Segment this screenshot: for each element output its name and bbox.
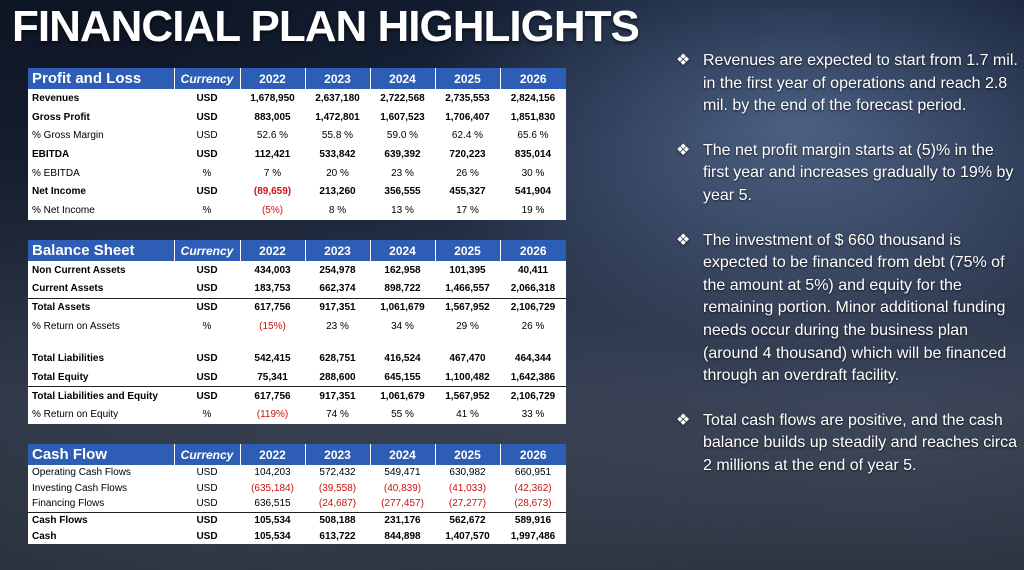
table-row [28,350,566,368]
row-label: % Return on Assets [32,320,120,332]
currency-cell: USD [196,264,218,276]
row-label: Investing Cash Flows [32,482,128,494]
value-cell: 630,982 [449,467,486,479]
value-cell: (119%) [256,409,289,421]
value-cell: 29 % [456,320,479,332]
currency-header: Currency [174,444,240,465]
row-label: % Gross Margin [32,130,104,142]
value-cell: 1,607,523 [380,111,425,123]
value-cell: 628,751 [319,353,356,365]
spacer-cell [28,336,566,350]
currency-cell: USD [174,512,240,528]
value-cell: (5%) [261,204,284,216]
diamond-bullet-icon: ❖ [676,141,691,159]
value-cell: 572,432 [319,467,356,479]
row-label: % Return on Equity [32,409,119,421]
cash-flow-table [28,444,566,544]
year-header: 2026 [500,444,566,465]
currency-header: Currency [174,240,240,261]
cash-flow-header [28,444,566,465]
table-row [28,512,566,528]
table-row [28,465,566,481]
currency-header: Currency [174,68,240,89]
value-cell: 254,978 [319,264,356,276]
row-label: Revenues [32,92,80,104]
value-cell: (40,839) [383,482,422,494]
currency-cell: USD [196,186,218,198]
value-cell: 1,472,801 [315,111,360,123]
table-row [28,201,566,220]
value-cell: (24,687) [318,498,357,510]
currency-cell: USD [174,298,240,317]
value-cell: 41 % [456,409,479,421]
value-cell: 33 % [521,409,545,421]
row-label: Total Liabilities [32,353,105,365]
value-cell: 639,392 [384,148,421,160]
value-cell: 17 % [456,204,479,216]
value-cell: 183,753 [254,283,291,295]
value-cell: 645,155 [384,371,421,383]
section-title: Balance Sheet [28,240,174,261]
value-cell: 59.0 % [386,130,419,142]
currency-cell: USD [196,530,218,542]
currency-cell: % [202,204,212,216]
diamond-bullet-icon: ❖ [676,231,691,249]
year-header: 2024 [370,240,435,261]
row-label: Cash Flows [28,512,174,528]
value-cell: 883,005 [254,111,291,123]
value-cell: 467,470 [449,353,486,365]
row-label: Financing Flows [32,498,105,510]
table-row [28,261,566,279]
value-cell: (27,277) [448,498,487,510]
currency-cell: USD [196,111,218,123]
year-header: 2026 [500,240,566,261]
balance-sheet-table [28,240,566,424]
table-row [28,368,566,387]
row-label: Non Current Assets [32,264,126,276]
value-cell: 23 % [326,320,349,332]
value-cell: 2,637,180 [315,92,360,104]
value-cell: 13 % [391,204,414,216]
value-cell: 105,534 [254,530,291,542]
currency-cell: USD [196,467,218,479]
value-cell: 720,223 [449,148,486,160]
highlight-text: Total cash flows are positive, and the cash balance builds up steadily and reaches circa 2 millions at the end of year 5. [703,411,1017,474]
value-cell: 617,756 [240,387,305,406]
value-cell: 917,351 [305,298,370,317]
table-row [28,126,566,145]
spacer-row [28,336,566,350]
row-label: % EBITDA [32,167,80,179]
value-cell: 1,851,830 [510,111,556,123]
currency-cell: USD [196,498,218,510]
value-cell: 541,904 [514,186,552,198]
table-row [28,317,566,335]
value-cell: (635,184) [251,482,294,494]
value-cell: 636,515 [254,498,291,510]
currency-cell: % [202,167,212,179]
value-cell: 562,672 [435,512,500,528]
value-cell: 1,678,950 [250,92,295,104]
value-cell: 20 % [326,167,349,179]
diamond-bullet-icon: ❖ [676,52,691,69]
year-header: 2025 [435,240,500,261]
table-row [28,89,566,108]
value-cell: 1,567,952 [435,298,500,317]
table-row [28,298,566,317]
row-label: % Net Income [32,204,95,216]
value-cell: 52.6 % [256,130,289,142]
highlight-text: Revenues are expected to start from 1.7 mil. in the first year of operations and reach 2.8 mil. by the end of the forecast period. [703,52,1018,115]
currency-cell: USD [196,92,218,104]
value-cell: 74 % [326,409,349,421]
diamond-bullet-icon: ❖ [676,411,691,429]
row-label: Total Liabilities and Equity [28,387,174,406]
year-header: 2024 [370,444,435,465]
table-row [28,108,566,127]
value-cell: (41,033) [448,482,487,494]
highlight-text: The investment of $ 660 thousand is expected to be financed from debt (75% of the amount at 5%) and equity for the remaining portion. Minor additional funding needs occur during the business plan (around 4 thousand) which will be financed through an overdraft facility. [703,231,1007,385]
table-row [28,481,566,497]
value-cell: 1,100,482 [445,371,490,383]
table-row [28,406,566,424]
value-cell: 1,997,486 [510,530,556,542]
value-cell: 1,061,679 [370,298,435,317]
value-cell: 104,203 [254,467,291,479]
value-cell: 1,567,952 [435,387,500,406]
value-cell: 26 % [456,167,479,179]
value-cell: 434,003 [254,264,291,276]
value-cell: 75,341 [257,371,288,383]
value-cell: 23 % [391,167,414,179]
value-cell: 617,756 [240,298,305,317]
value-cell: 898,722 [384,283,421,295]
value-cell: 62.4 % [451,130,484,142]
highlights-list [676,50,1022,500]
value-cell: 589,916 [500,512,566,528]
value-cell: 65.6 % [517,130,549,142]
year-header: 2023 [305,240,370,261]
row-label: Current Assets [32,283,104,295]
value-cell: 2,735,553 [445,92,490,104]
value-cell: 101,395 [449,264,486,276]
value-cell: 55.8 % [321,130,354,142]
row-label: Total Assets [28,298,174,317]
table-row [28,528,566,544]
value-cell: (277,457) [381,498,424,510]
year-header: 2022 [240,68,305,89]
value-cell: 844,898 [384,530,421,542]
row-label: Operating Cash Flows [32,467,131,479]
value-cell: (39,558) [318,482,357,494]
value-cell: 8 % [328,204,347,216]
currency-cell: USD [196,482,218,494]
value-cell: 2,106,729 [500,387,566,406]
value-cell: 40,411 [517,264,549,276]
page-title: FINANCIAL PLAN HIGHLIGHTS [12,2,639,51]
value-cell: 533,842 [319,148,356,160]
value-cell: 662,374 [319,283,356,295]
value-cell: 231,176 [370,512,435,528]
year-header: 2026 [500,68,566,89]
currency-cell: USD [196,130,218,142]
value-cell: 455,327 [449,186,486,198]
year-header: 2022 [240,240,305,261]
value-cell: 288,600 [319,371,356,383]
value-cell: 2,066,318 [510,283,556,295]
value-cell: 508,188 [305,512,370,528]
value-cell: 26 % [521,320,545,332]
value-cell: 2,722,568 [380,92,425,104]
currency-cell: USD [196,283,218,295]
table-row [28,182,566,201]
value-cell: 542,415 [254,353,291,365]
value-cell: 30 % [521,167,545,179]
value-cell: 1,061,679 [370,387,435,406]
highlight-item [676,410,1022,478]
currency-cell: % [202,409,212,421]
highlight-text: The net profit margin starts at (5)% in the first year and increases gradually to 19% by year 5. [703,141,1014,204]
value-cell: 416,524 [384,353,421,365]
year-header: 2023 [305,444,370,465]
currency-cell: % [202,320,212,332]
year-header: 2025 [435,68,500,89]
value-cell: 464,344 [514,353,552,365]
currency-cell: USD [174,387,240,406]
value-cell: (89,659) [253,186,292,198]
value-cell: (15%) [259,320,286,332]
table-row [28,145,566,164]
value-cell: 55 % [391,409,414,421]
value-cell: 356,555 [384,186,421,198]
currency-cell: USD [196,371,218,383]
value-cell: 613,722 [319,530,356,542]
table-row [28,279,566,298]
row-label: Total Equity [32,371,89,383]
value-cell: 7 % [263,167,282,179]
value-cell: 112,421 [254,148,291,160]
row-label: EBITDA [32,148,70,160]
section-title: Profit and Loss [28,68,174,89]
section-title: Cash Flow [28,444,174,465]
currency-cell: USD [196,353,218,365]
value-cell: 2,824,156 [510,92,556,104]
value-cell: 917,351 [305,387,370,406]
table-row [28,387,566,406]
value-cell: 1,706,407 [445,111,490,123]
year-header: 2024 [370,68,435,89]
value-cell: 1,407,570 [445,530,490,542]
highlight-item [676,230,1022,388]
table-row [28,164,566,183]
value-cell: 660,951 [514,467,552,479]
value-cell: 835,014 [514,148,552,160]
balance-sheet-header [28,240,566,261]
value-cell: 549,471 [384,467,421,479]
value-cell: 2,106,729 [500,298,566,317]
year-header: 2022 [240,444,305,465]
highlight-item [676,50,1022,118]
year-header: 2025 [435,444,500,465]
table-row [28,496,566,512]
highlight-item [676,140,1022,208]
value-cell: 162,958 [384,264,421,276]
profit-loss-header [28,68,566,89]
value-cell: 34 % [391,320,414,332]
value-cell: (42,362) [514,482,552,494]
value-cell: 105,534 [240,512,305,528]
value-cell: 1,466,557 [445,283,490,295]
currency-cell: USD [196,148,218,160]
row-label: Net Income [32,186,86,198]
value-cell: 213,260 [319,186,356,198]
row-label: Gross Profit [32,111,90,123]
value-cell: 19 % [521,204,545,216]
value-cell: 1,642,386 [510,371,556,383]
value-cell: (28,673) [514,498,552,510]
row-label: Cash [32,530,57,542]
profit-loss-table [28,68,566,220]
year-header: 2023 [305,68,370,89]
